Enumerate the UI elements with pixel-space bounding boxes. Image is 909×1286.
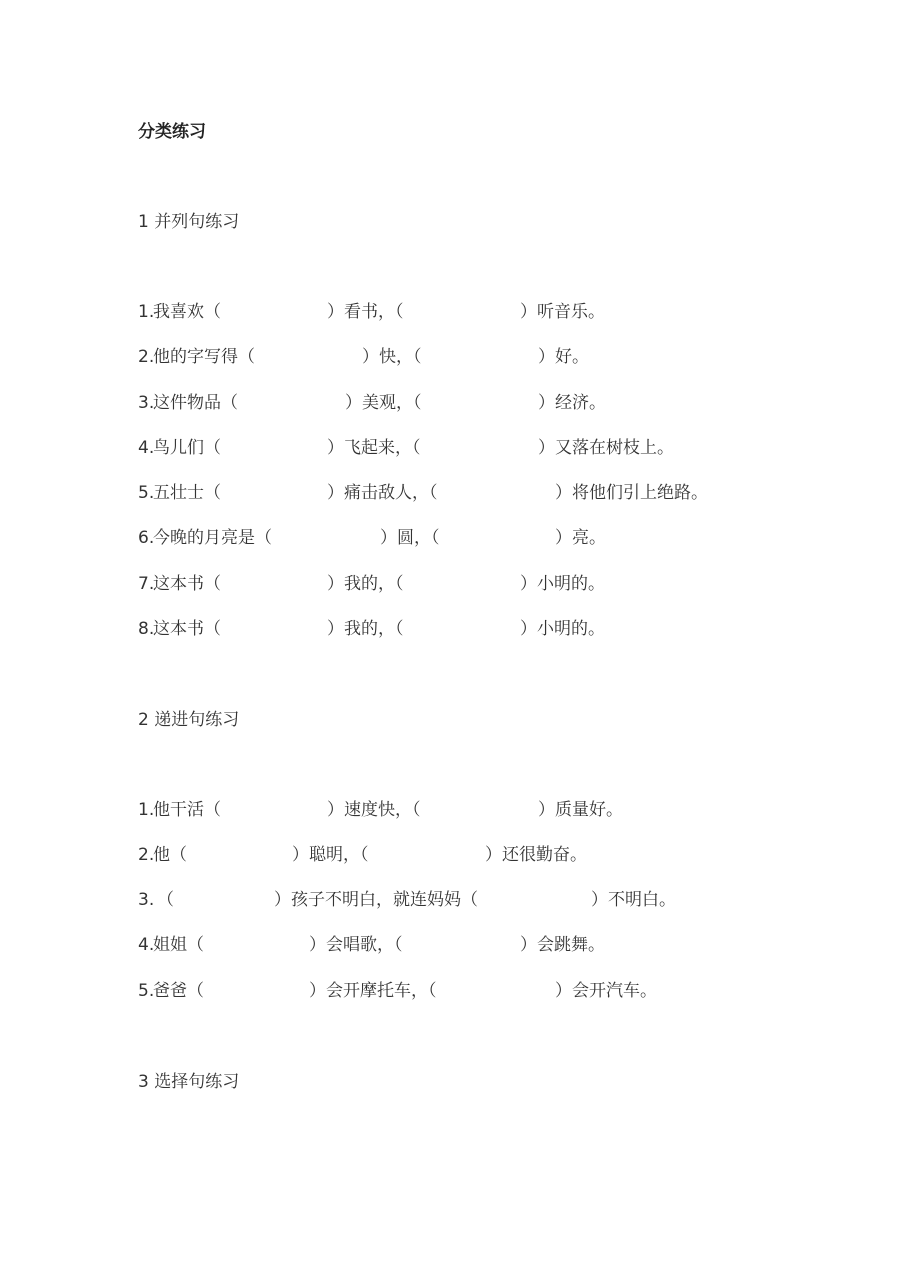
item-number: 7.: [138, 574, 155, 594]
item-text: 这本书（: [153, 574, 221, 594]
item-number: 3.: [138, 393, 155, 413]
item-text: ）聪明，（: [292, 845, 369, 865]
item-text: ）质量好。: [538, 800, 623, 820]
item-text: ）小明的。: [520, 619, 605, 639]
item-text: 今晚的月亮是（: [153, 528, 272, 548]
document-title: 分类练习: [138, 122, 206, 142]
item-text: ）会开摩托车，（: [309, 981, 437, 1001]
item-text: （: [157, 890, 174, 910]
item-text: 鸟儿们（: [153, 438, 221, 458]
item-text: 五壮士（: [153, 483, 221, 503]
item-text: 他（: [153, 845, 187, 865]
item-text: 他干活（: [153, 800, 221, 820]
section-heading-parallel: 1 并列句练习: [138, 212, 240, 232]
item-text: ）孩子不明白，就连妈妈（: [274, 890, 478, 910]
item-text: 这件物品（: [153, 393, 238, 413]
item-text: ）痛击敌人，（: [327, 483, 438, 503]
item-text: 这本书（: [153, 619, 221, 639]
item-text: ）好。: [538, 347, 589, 367]
item-text: ）会唱歌，（: [309, 935, 403, 955]
item-text: ）会跳舞。: [520, 935, 605, 955]
item-number: 8.: [138, 619, 155, 639]
item-text: ）小明的。: [520, 574, 605, 594]
item-number: 2.: [138, 347, 155, 367]
item-text: ）圆，（: [380, 528, 440, 548]
item-text: ）会开汽车。: [555, 981, 657, 1001]
item-text: ）快，（: [362, 347, 422, 367]
item-text: 他的字写得（: [153, 347, 255, 367]
item-number: 5.: [138, 981, 155, 1001]
item-text: ）亮。: [555, 528, 606, 548]
section-heading-progressive: 2 递进句练习: [138, 710, 240, 730]
item-text: ）看书，（: [327, 302, 404, 322]
item-number: 6.: [138, 528, 155, 548]
item-text: ）又落在树枝上。: [538, 438, 674, 458]
item-text: ）飞起来，（: [327, 438, 421, 458]
item-number: 3.: [138, 890, 155, 910]
item-text: 姐姐（: [153, 935, 204, 955]
item-number: 4.: [138, 935, 155, 955]
item-text: ）速度快，（: [327, 800, 421, 820]
section-heading-choice: 3 选择句练习: [138, 1072, 240, 1092]
item-text: ）我的，（: [327, 574, 404, 594]
item-number: 1.: [138, 302, 155, 322]
item-text: ）美观，（: [345, 393, 422, 413]
item-text: ）经济。: [538, 393, 606, 413]
item-text: ）我的，（: [327, 619, 404, 639]
item-text: 我喜欢（: [153, 302, 221, 322]
item-text: ）将他们引上绝路。: [555, 483, 708, 503]
item-text: ）还很勤奋。: [485, 845, 587, 865]
item-text: ）不明白。: [591, 890, 676, 910]
item-text: 爸爸（: [153, 981, 204, 1001]
item-number: 1.: [138, 800, 155, 820]
item-number: 2.: [138, 845, 155, 865]
item-number: 4.: [138, 438, 155, 458]
item-text: ）听音乐。: [520, 302, 605, 322]
item-number: 5.: [138, 483, 155, 503]
